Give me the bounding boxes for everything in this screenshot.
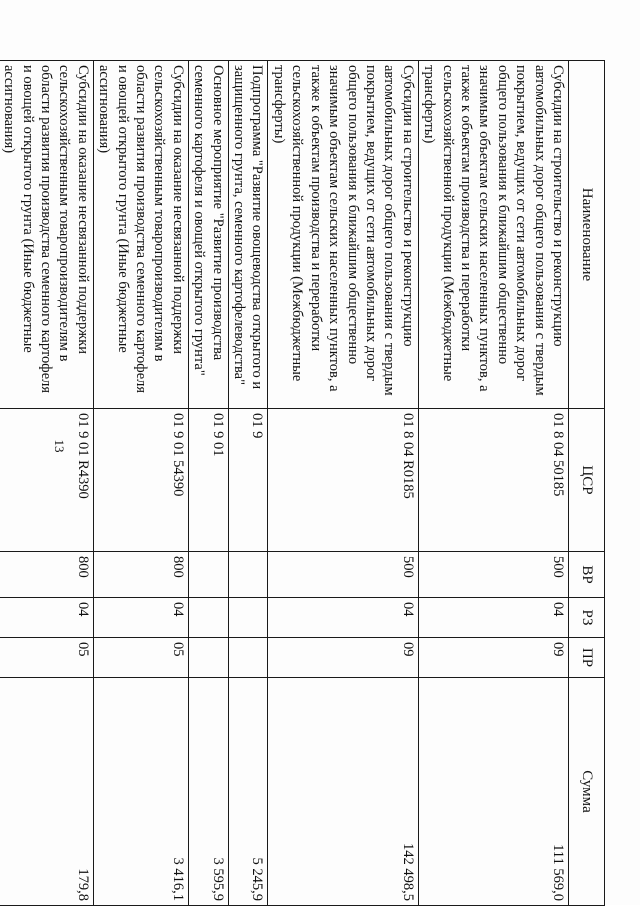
header-name: Наименование: [569, 61, 605, 409]
cell-csr: 01 9: [228, 409, 268, 552]
table-row: [418, 61, 568, 906]
cell-sum: 179,8: [0, 678, 93, 906]
cell-pr: [228, 638, 268, 678]
table-row: [93, 61, 188, 906]
cell-csr: 01 8 04 R0185: [268, 409, 418, 552]
cell-rz: 04: [0, 598, 93, 638]
cell-pr: 05: [93, 638, 188, 678]
cell-csr: 01 9 01: [188, 409, 228, 552]
header-pr: ПР: [569, 638, 605, 678]
cell-vr: [228, 552, 268, 598]
cell-sum: 142 498,5: [268, 678, 418, 906]
cell-rz: 04: [93, 598, 188, 638]
page-number: 13: [52, 439, 67, 453]
cell-vr: 800: [93, 552, 188, 598]
header-sum: Сумма: [569, 678, 605, 906]
cell-csr: 01 8 04 50185: [418, 409, 568, 552]
table-row: [268, 61, 418, 906]
cell-csr: 01 9 01 R4390: [0, 409, 93, 552]
header-vr: ВР: [569, 552, 605, 598]
cell-name: Основное мероприятие "Развитие производства семенного картофеля и овощей открытого грунта": [188, 61, 228, 409]
table-row: [228, 61, 268, 906]
cell-pr: 05: [0, 638, 93, 678]
cell-sum: 111 569,0: [418, 678, 568, 906]
cell-sum: 3 416,1: [93, 678, 188, 906]
cell-rz: 04: [418, 598, 568, 638]
cell-name: Субсидии на строительство и реконструкцию автомобильных дорог общего пользования с твердым покрытием, ведущих от сети автомобильных дорог общего пользования к ближайшим общественно значимым объектам сельских населенных пунктов, а также к объектам производства и переработки сельскохозяйственной продукции (Межбюджетные трансферты): [418, 61, 568, 409]
cell-pr: [188, 638, 228, 678]
cell-name: Субсидии на оказание несвязанной поддержки сельскохозяйственным товаропроизводителям в области развития производства семенного картофеля и овощей открытого грунта (Иные бюджетные ассигнования): [0, 61, 93, 409]
cell-vr: 500: [268, 552, 418, 598]
table-header-row: [569, 61, 605, 906]
cell-name: Субсидии на строительство и реконструкцию автомобильных дорог общего пользования с твердым покрытием, ведущих от сети автомобильных дорог общего пользования к ближайшим общественно значимым объектам сельских населенных пунктов, а также к объектам производства и переработки сельскохозяйственной продукции (Межбюджетные трансферты): [268, 61, 418, 409]
cell-rz: 04: [268, 598, 418, 638]
cell-sum: 5 245,9: [228, 678, 268, 906]
cell-csr: 01 9 01 54390: [93, 409, 188, 552]
table-row: [188, 61, 228, 906]
table-rotated-frame: [1, 60, 605, 905]
cell-sum: 3 595,9: [188, 678, 228, 906]
table-row: [0, 61, 93, 906]
table-viewport: [1, 60, 605, 905]
cell-rz: [228, 598, 268, 638]
cell-name: Подпрограмма "Развитие овощеводства открытого и защищенного грунта, семенного картофелеводства": [228, 61, 268, 409]
cell-vr: 800: [0, 552, 93, 598]
cell-vr: 500: [418, 552, 568, 598]
header-csr: ЦСР: [569, 409, 605, 552]
cell-rz: [188, 598, 228, 638]
cell-vr: [188, 552, 228, 598]
cell-name: Субсидии на оказание несвязанной поддержки сельскохозяйственным товаропроизводителям в области развития производства семенного картофеля и овощей открытого грунта (Иные бюджетные ассигнования): [93, 61, 188, 409]
budget-table: [0, 60, 605, 906]
cell-pr: 09: [268, 638, 418, 678]
cell-pr: 09: [418, 638, 568, 678]
header-rz: РЗ: [569, 598, 605, 638]
